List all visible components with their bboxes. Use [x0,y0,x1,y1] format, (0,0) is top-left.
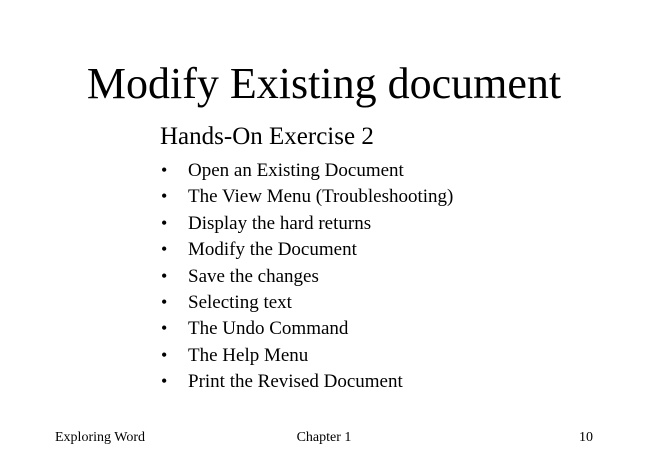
bullet-icon: • [161,344,168,365]
list-item-text: The Undo Command [188,318,349,340]
list-item [161,157,453,183]
bullet-icon: • [161,160,168,180]
list-item [161,210,453,236]
slide-title: Modify Existing document [86,59,562,108]
bullet-icon: • [161,371,168,392]
list-item [161,236,453,262]
list-item [161,263,453,289]
list-item-text: The Help Menu [188,344,309,366]
bullet-icon: • [161,318,168,339]
list-item-text: Display the hard returns [188,212,372,234]
list-item [161,368,453,394]
slide-subtitle: Hands-On Exercise 2 [160,123,374,150]
list-item-text: Open an Existing Document [188,160,404,181]
bullet-icon: • [161,212,168,233]
list-item-text: The View Menu (Troubleshooting) [188,186,454,208]
footer-page-number: 10 [579,430,593,445]
bullet-icon: • [161,265,168,286]
bullet-list [161,157,453,395]
list-item-text: Modify the Document [188,239,357,261]
list-item-text: Print the Revised Document [188,371,403,393]
list-item-text: Selecting text [188,291,292,313]
list-item [161,289,453,315]
list-item [161,183,453,209]
bullet-icon: • [161,239,168,260]
list-item [161,315,453,341]
bullet-icon: • [161,291,168,312]
footer-course-label: Exploring Word [55,430,145,445]
list-item [161,342,453,368]
footer-chapter-label: Chapter 1 [296,430,352,445]
list-item-text: Save the changes [188,265,319,287]
bullet-icon: • [161,186,168,207]
